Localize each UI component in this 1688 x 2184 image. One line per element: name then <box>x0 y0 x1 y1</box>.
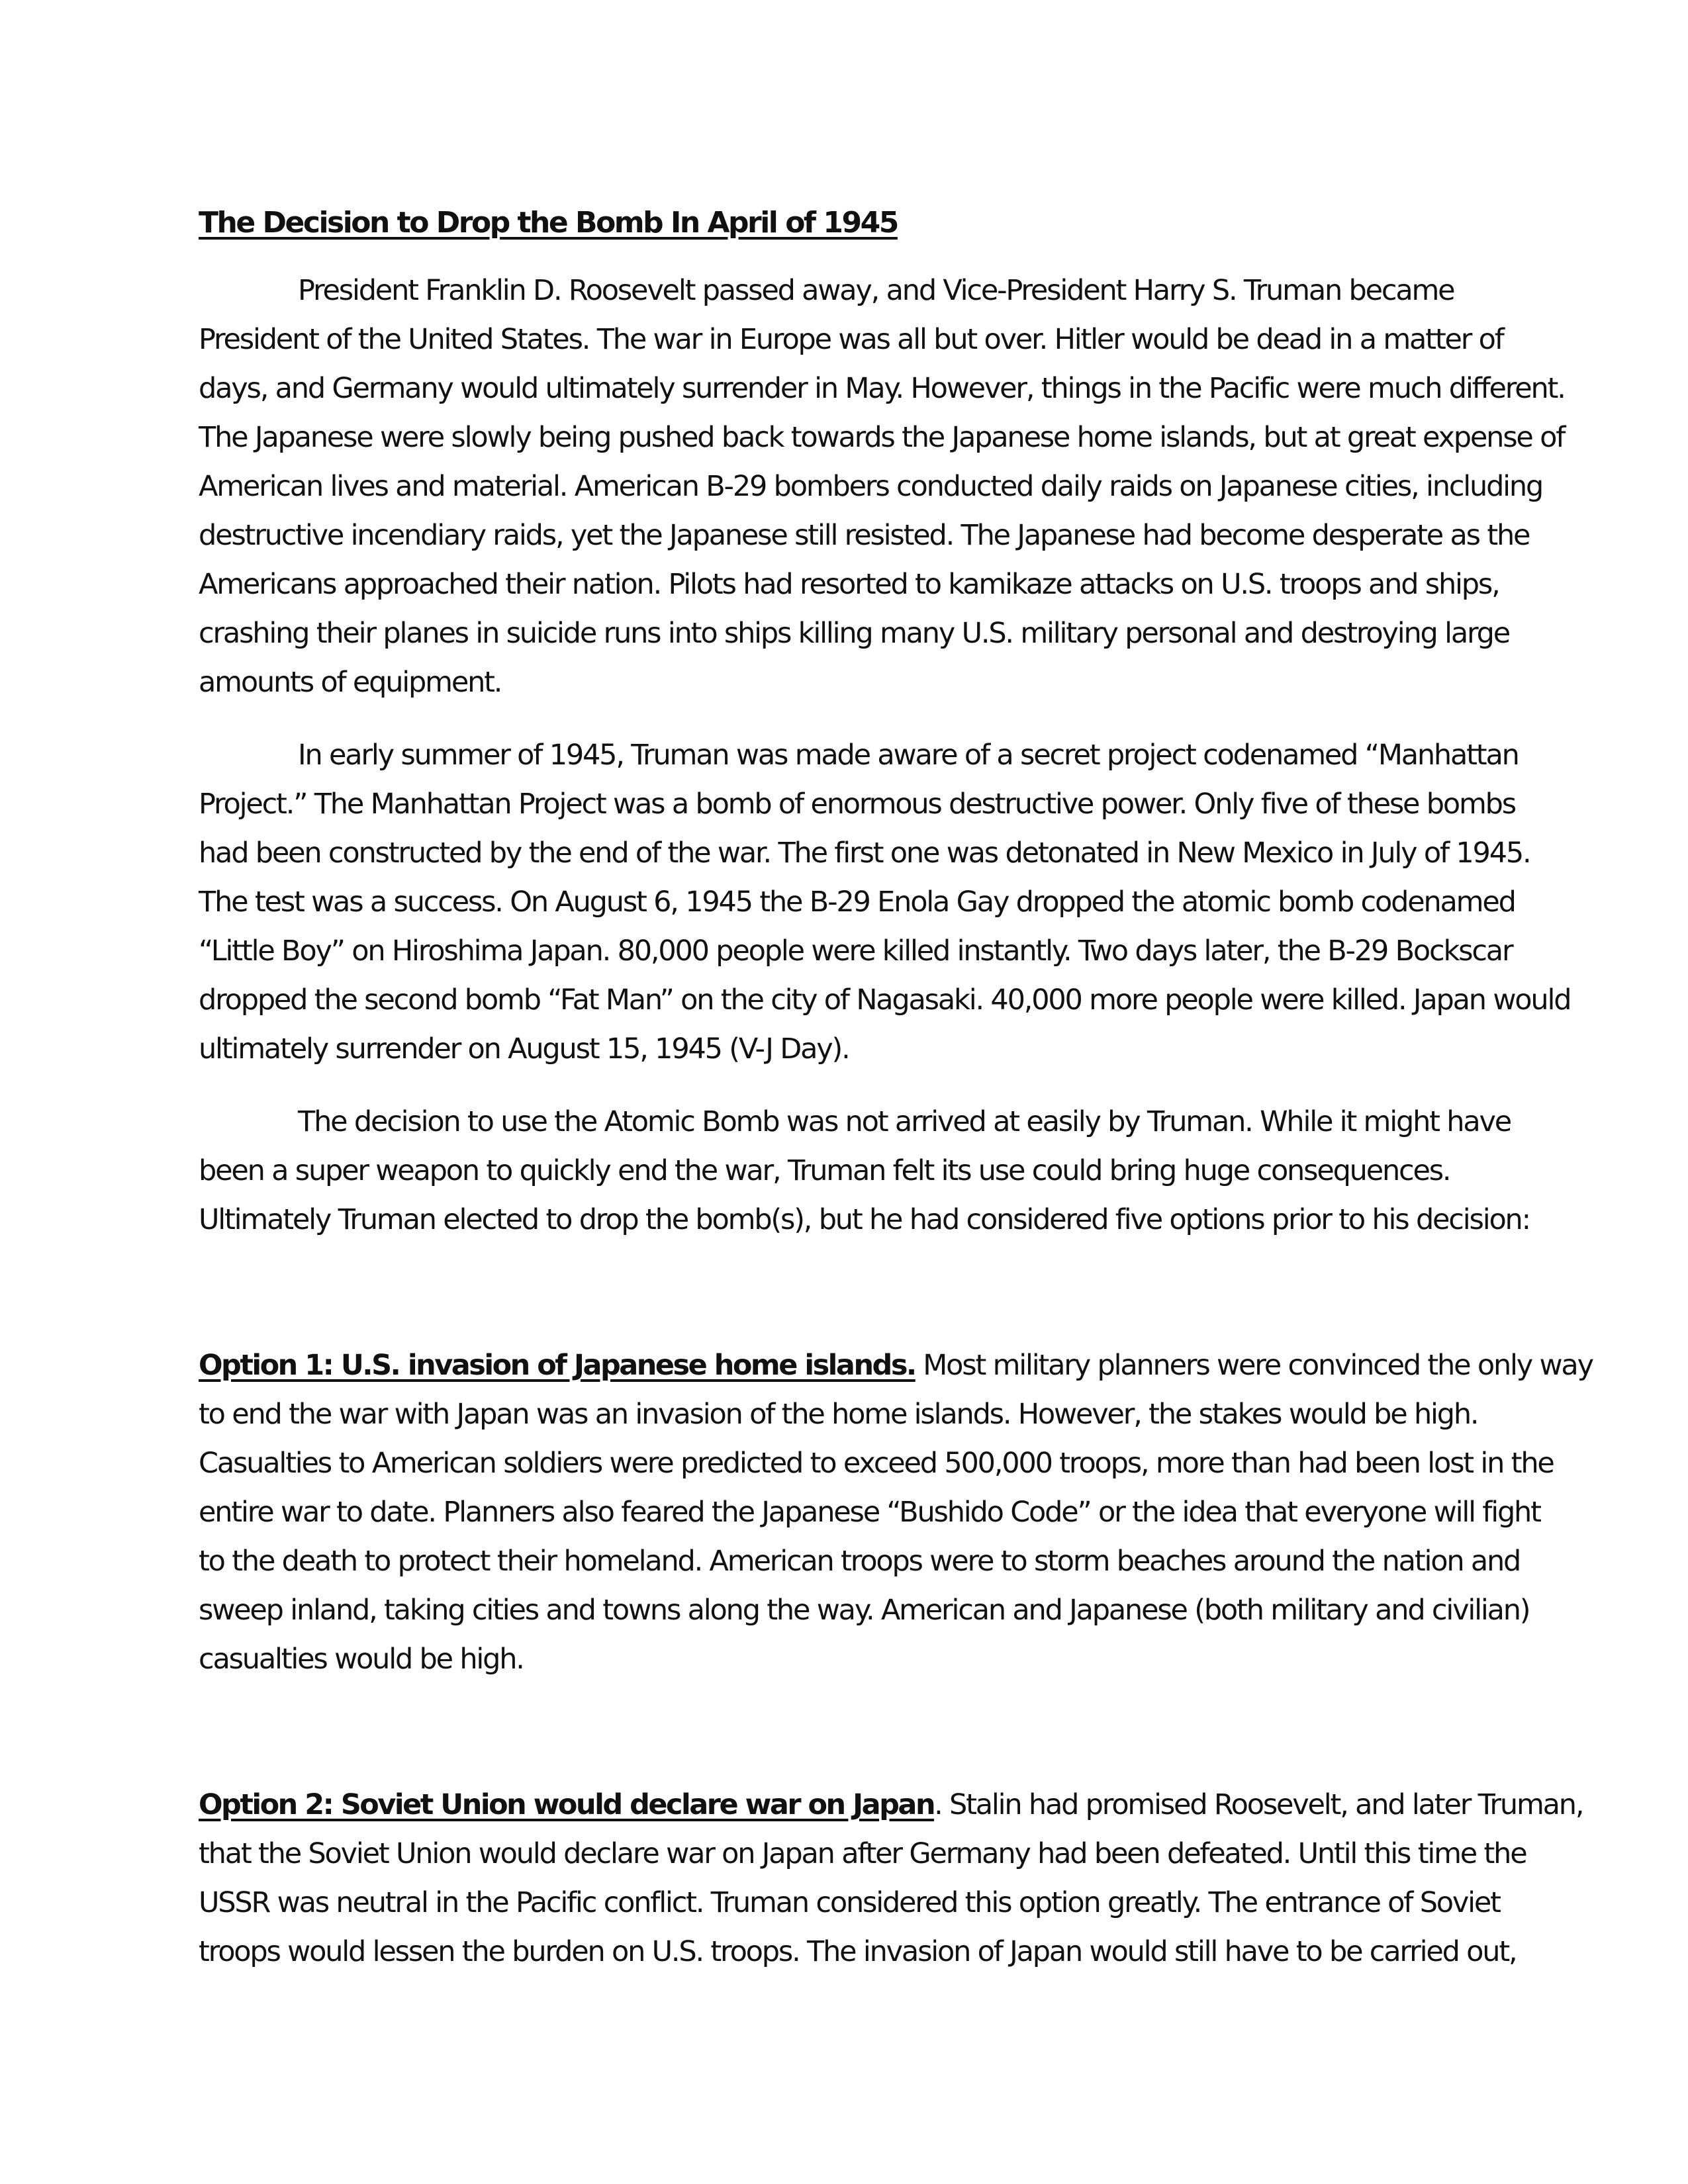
paragraph-line: The test was a success. On August 6, 1945 the B-29 Enola Gay dropped the atomic bomb codenamed <box>199 886 1515 919</box>
paragraph-line: to the death to protect their homeland. American troops were to storm beaches around the nation and <box>199 1545 1521 1578</box>
document-page <box>199 199 1593 2000</box>
paragraph-line: USSR was neutral in the Pacific conflict. Truman considered this option greatly. The entrance of Soviet <box>199 1886 1500 1919</box>
paragraph-line: President of the United States. The war in Europe was all but over. Hitler would be dead in a matter of <box>199 323 1503 356</box>
paragraph-line: Americans approached their nation. Pilots had resorted to kamikaze attacks on U.S. troops and ships, <box>199 568 1499 601</box>
paragraph-line: American lives and material. American B-29 bombers conducted daily raids on Japanese cities, including <box>199 470 1543 503</box>
paragraph-line: Project.” The Manhattan Project was a bomb of enormous destructive power. Only five of these bombs <box>199 788 1515 821</box>
option-1-heading: Option 1: U.S. invasion of Japanese home islands. <box>199 1349 915 1382</box>
paragraph-roosevelt <box>199 266 1565 707</box>
option-1-paragraph <box>199 1341 1593 1684</box>
paragraph-line: destructive incendiary raids, yet the Japanese still resisted. The Japanese had become desperate as the <box>199 519 1530 552</box>
option-first-line <box>199 1341 1593 1390</box>
option-1-first-line-text: Most military planners were convinced the only way <box>915 1349 1593 1382</box>
paragraph-line: Casualties to American soldiers were predicted to exceed 500,000 troops, more than had been lost in the <box>199 1447 1554 1480</box>
paragraph-line: Ultimately Truman elected to drop the bomb(s), but he had considered five options prior to his decision: <box>199 1203 1530 1236</box>
paragraph-line: had been constructed by the end of the war. The first one was detonated in New Mexico in July of 1945. <box>199 837 1530 870</box>
option-2-heading: Option 2: Soviet Union would declare war on Japan <box>199 1788 935 1821</box>
paragraph-line: to end the war with Japan was an invasion of the home islands. However, the stakes would be high. <box>199 1398 1478 1431</box>
paragraph-line: President Franklin D. Roosevelt passed away, and Vice-President Harry S. Truman became <box>298 274 1454 307</box>
paragraph-line: The Japanese were slowly being pushed back towards the Japanese home islands, but at great expense of <box>199 421 1565 454</box>
paragraph-line: days, and Germany would ultimately surrender in May. However, things in the Pacific were much different. <box>199 372 1565 405</box>
paragraph-decision <box>199 1097 1530 1244</box>
paragraph-line: casualties would be high. <box>199 1643 524 1676</box>
paragraph-line: that the Soviet Union would declare war on Japan after Germany had been defeated. Until this time the <box>199 1837 1526 1870</box>
paragraph-line: sweep inland, taking cities and towns along the way. American and Japanese (both military and civilian) <box>199 1594 1530 1627</box>
paragraph-line: ultimately surrender on August 15, 1945 (V-J Day). <box>199 1032 849 1066</box>
paragraph-line: “Little Boy” on Hiroshima Japan. 80,000 people were killed instantly. Two days later, the B-29 Bockscar <box>199 934 1513 968</box>
paragraph-manhattan-project <box>199 731 1571 1073</box>
paragraph-line: dropped the second bomb “Fat Man” on the city of Nagasaki. 40,000 more people were killed. Japan would <box>199 983 1571 1017</box>
option-2-paragraph <box>199 1780 1583 1976</box>
option-2-first-line-text: . Stalin had promised Roosevelt, and later Truman, <box>934 1788 1583 1821</box>
paragraph-line: troops would lessen the burden on U.S. troops. The invasion of Japan would still have to be carried out, <box>199 1935 1517 1968</box>
section-spacer <box>199 1268 1496 1341</box>
section-spacer <box>199 1707 1496 1780</box>
paragraph-line: The decision to use the Atomic Bomb was not arrived at easily by Truman. While it might have <box>298 1105 1511 1138</box>
document-title: The Decision to Drop the Bomb In April of 1945 <box>199 206 898 240</box>
paragraph-line: been a super weapon to quickly end the war, Truman felt its use could bring huge consequences. <box>199 1154 1450 1187</box>
paragraph-line: entire war to date. Planners also feared the Japanese “Bushido Code” or the idea that everyone will fight <box>199 1496 1540 1529</box>
paragraph-line: amounts of equipment. <box>199 666 502 699</box>
option-first-line <box>199 1780 1583 1829</box>
paragraph-line: In early summer of 1945, Truman was made aware of a secret project codenamed “Manhattan <box>298 739 1519 772</box>
paragraph-line: crashing their planes in suicide runs into ships killing many U.S. military personal and destroying large <box>199 617 1510 650</box>
